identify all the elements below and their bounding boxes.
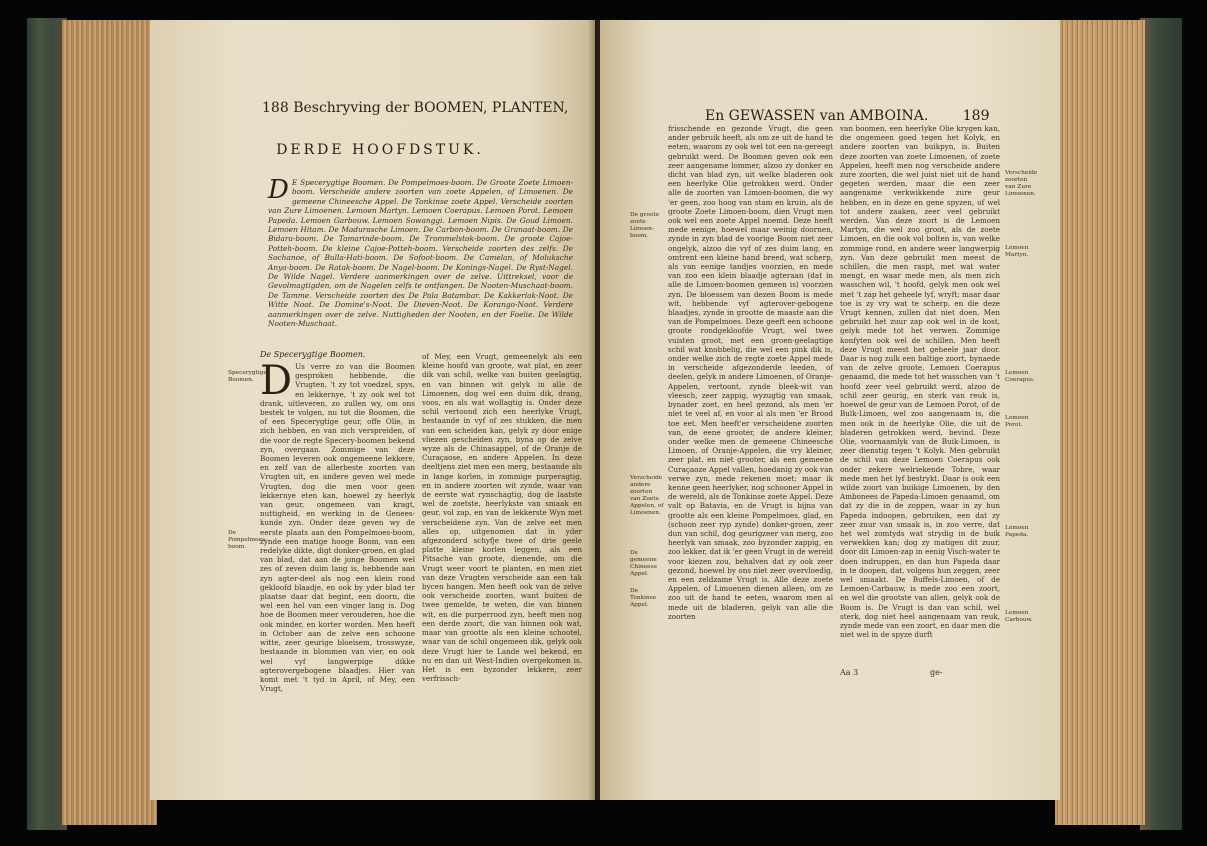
right-margin-note-1: De groote zoete Limoen-boom. bbox=[630, 212, 660, 239]
signature-mark: Aa 3 bbox=[840, 668, 859, 677]
right-margin-note-5: Verscheide zoorten van Zure Limoenen. bbox=[1005, 170, 1038, 197]
right-column-2: van boomen, een heerlyke Olie krygen kan, die ongemeen goed tegen het Kolyk, en andere zoorten van buikpyn, is. Buiten deze zoorten van zoete Limoenen, of zoete Appelen, heeft men nog verscheide andere zure zoorten, die wel juist niet uit de hand gegeten werden, maar die een zeer aangename verkwikkende zure geur hebben, en in deze en gene spyzen, of wel tot andere zaaken, zeer veel gebruikt werden. Van deze zoort is de Lemoen Martyn, die wel zoo groot, als de zoete Limoen, en die ook vol bolten is, van welke zommige rond, en andere weer langwerpig zyn. Van deze gebruikt men meest de schillen, die men raspt, met wat water mengt, en waar mede men, als men zich wasschen wil, 't hoofd, gelyk men ook wel met 't zap het geheele lyf, wryft; maar daar toe is zy vry wat te scherp, en die deze Vrugt kennen, zullen dat niet doen. Men gebruikt het zuur zap ook wel in de kost, gelyk mede tot het verwen. Zommige konfyten ook wel de schillen. Men heeft deze Vrugt meest het geheele jaar door. Daar is nog zulk een baltige zoort, bynaede van de zelve groote, Lemoen Coerapus genaamd, die mede tot het wasschen van 't hoofd zeer veel gebruikt werd, alzoo de schil zeer geurig, en sterk van reuk is, hoewel de geur van de Lemoen Porot, of de Bulk-Limoen, wel zoo aangenaam is, die men ook in de heerlyke Olie, die uit de bladeren getrokken werd, bevind. Deze Olie, voornaamlyk van de Buik-Limoen, is zeer dienstig tegen 't Kolyk. Men gebruikt de schil van deze Lemoen Coerapus ook onder zekere welriekende Tobre, waar mede men het lyf bestrykt. Daar is ook een wilde zoort van buikige Limoenen, by den Ambonees de Papeda-Limoen genaamd, om dat zy die in de zoppen, waar in zy hun Papeda indoopen, gebruiken, een dat zy zeer zuur van smaak is, in zoo verre, dat het wel zomtyds wat strydig in de buik verwekken kan; dog zy matigen dit zuur, door dit Limoen-zap in eenig Visch-water te doen indruppen, en dan hun Papeda daar in te doopen, dat, volgens hun zeggen, zeer wel smaakt. De Buffels-Limoen, of de Lemoen-Carbauw, is mede zoo een zoort, en wel die grootste van allen, gelyk ook de Boom is. De Vrugt is dan van schil, wel sterk, dog niet heel aangenaam van reuk, zynde mede van een zoort, en daar men die niet wel in de spyze durft bbox=[840, 124, 1000, 640]
left-margin-note-1: Specerygtige Boomen. bbox=[228, 370, 267, 383]
left-page bbox=[150, 20, 595, 800]
right-margin-note-3: De gemeene Chineese Appel. bbox=[630, 550, 658, 577]
right-page-edges bbox=[1055, 20, 1145, 825]
right-margin-note-8: Lemoen Porot. bbox=[1005, 415, 1029, 428]
left-page-edges bbox=[62, 20, 157, 825]
right-page-number: 189 bbox=[962, 108, 990, 124]
chapter-title: DERDE HOOFDSTUK. bbox=[276, 142, 484, 158]
left-column-1-text: Us verre zo van die Boomen gesproken hebbende, die Vrugten, 't zy tot voedzel, spys, en lekkernye, 't zy ook wel tot drank, uitleveren, zo zullen wy, om ons bestek te volgen, nu tot die Boomen, die of een Specerygtige geur, offe Olie, in zich hebben, en van zich verspreiden, of die voor de regte Specery-boomen bekend zyn, overgaan. Zommige van deze Boomen leveren ook ongemeene lekkere, en zelf van de allerbeste zoorten van Vrugten uit, en andere geven wel mede Vrugten, dog die men voor geen lekkernye eten kan, hoewel zy heerlyk van geur, ongemeen van kragt, nuttigheid, en werking in de Genees-kunde zyn. Onder deze geven wy de eerste plaats aan den Pompelmoes-boom, zynde een matige hooge Boom, van een redelyke dikte, digt donker-groen, en glad van blad, dat aan de jonge Boomen wel zes of zeven duim lang is, hebbende aan zyn agter-deel als nog een klein rond gekloofd blaadje, en ook by yder blad ter plaatse daar dat begint, een doorn, die wel een hel van een vinger lang is. Dog hoe de Boomen meer verouderen, hoe die ook minder, en korter worden. Men heeft in October aan de zelve een schoone witte, zeer geurige bloeisem, trosswyze, bestaande in blommen van vier, en ook wel vyf langwerpige dikke agterovergebogene blaadjes. Hier van komt met 't tyd in April, of Mey, een Vrugt, bbox=[260, 362, 415, 694]
catchword: ge- bbox=[930, 668, 943, 677]
right-margin-note-6: Lemoen Martyn. bbox=[1005, 245, 1029, 258]
right-margin-note-2: Verscheide andere zoorten van Zoete Appelen, of Limoenen. bbox=[630, 475, 664, 516]
left-margin-note-2: De Pompelmoes-boom. bbox=[228, 530, 267, 550]
right-margin-note-10: Lemoen Carbouw. bbox=[1005, 610, 1033, 623]
left-column-2: of Mey, een Vrugt, gemeenelyk als een kleine hoofd van groote, wat plat, en zeer dik van schil, welke van buiten geelagtig, en van binnen wit gelyk in alle de Limoenen, dog wel een duim dik, drang, voos, en als wat wollagtig is. Onder deze schil vertoond zich een heerlyke Vrugt, bestaande in vyf of zes stukken, die men van een scheiden kan, gelyk zy door enige vliezen gescheiden zyn, byna op de zelve wyze als de Chinasappel, of de Oranje de Curaçaose, en andere Appelen. In deze deeltjens ziet men een merg, bestaande als in lange korlen, in zommige purperagtig, en in andere zoorten wit zynde, waar van de eerste wat rynschagtig, dog de laatste wel de zoetste, heerlykste van smaak en geur, vol zap, en van de lekkerste Wyn met verscheidene zyn. Van de zelve eet men alles op, uitgenomen dat in yder afgezonderd schyfje twee of drie geele platte kleine korlen leggen, als een Pitsache van groote, dienende, om die Vrugt weer voort te planten, en men ziet van deze Vrugten verscheide aan een tak bycen hangen. Men heeft ook van de zelve ook verscheide zoorten, want buiten de twee gemelde, te weten, die van binnen wit, en die purperrood zyn, heeft men nog een derde zoort, die van binnen ook wat, maar van grootte als een kleine schootel, waar van de schil ongemeen dik, gelyk ook deze Vrugt hier te Lande wel bekend, en nu en dan uit West-Indien overgekomen is. Het is een byzonder lekkere, zeer verfrissch- bbox=[422, 352, 582, 684]
right-margin-note-9: Lemoen Papeda. bbox=[1005, 525, 1029, 538]
chapter-summary: D E Specerygtige Boomen. De Pompelmoes-boom. De Groote Zoete Limoen-boom. Verscheide andere zoorten van zoete Appelen, of Limoenen. De gemeene Chineesche Appel. De Tonkinse zoete Appel. Verscheide zoorten van Zure Limoenen. Lemoen Martyn. Lemoen Coerapus. Lemoen Porot. Lemoen Papeda. Lemoen Garbouw. Lemoen Sowanggi. Lemoen Nipis. De Goud Limoen. Lemoen Hitam. De Madurasche Limoen. De Carbon-boom. De Granaat-boom. De Bidara-boom. De Tamarinde-boom. De Trommelstok-boom. De groote Cajoe-Potteh-boom. De kleine Cajoe-Potteh-boom. Verscheide zoorten des zelfs. De Sochanoe, of Bulla-Hati-boom. De Sofoot-boom. De Camelan, of Moluksche Anya-boom. De Ratak-boom. De Nagel-boom. De Konings-Nagel. De Ryst-Nagel. De Wilde Nagel. Verdere aanmerkingen over de zelve. Uittreksel, voor de Gevolmagtigden, om de Nagelen zelfs te ontfangen. De Nooten-Muschaat-boom. De Tamme. Verscheide zoorten des De Pala Batambar. De Kakkerlak-Noot. De Witte Noot. De Domine's-Noot. De Dieven-Noot. De Korango-Noot. Verdere aanmerkingen over de zelve. Nuttigheden der Nooten, en der Foelie. De Wilde Nooten-Muschaat. bbox=[268, 175, 573, 329]
right-page bbox=[600, 20, 1060, 800]
right-column-1: frisschende en gezonde Vrugt, die geen ander gebruik heeft, als om ze uit de hand te eeten, waarom zy ook wel tot een na-gereegt gebruikt werd. De Boomen geven ook een zeer aangename lommer, alzoo zy donker en dicht van blad zyn, uit welke bladeren ook een heerlyke Olie getrokken werd. Onder alle de zoorten van Limoen-boomen, die wy 'er geen, zoo hoog van stam en kruin, als de groote Zoete Limoen-boom, dien Vrugt men ook wel een zoete Appel noemd. Deze heeft mede eenige, hoewel maar weinig doornen, zynde in zyn blad de voorige Boom niet zeer ongelyk, alzoo die vyf of zes duim lang, en omtrent een kleine hand breed, wat scherp, als van eenige tandjes voorzien, en mede van zoo een klein blaadje agteraan (dat in alle de Limoen-boomen gemeen is) voorzien zyn. De bloessem van dezen Boom is mede wit, hebbende vyf agterover-gebogene blaadjes, zynde in grootte de maaste aan die van de Pompelmoes. Deze geeft een schoone groote rondgekloofde Vrugt, wel twee vuisten groot, met een groen-geelagtige schil wat knobbelig, die wel een pink dik is, onder welke zich de regte zoete Appel mede in verscheide afgezonderde leeden, of deelen, gelyk in andere Limoenen, of Oranje-Appelen, vertoont, zynde bleek-wit van vleesch, zeer zappig, wyzugtig van smaak, bynader zoet, en heel gezond, als men 'er niet te veel af, en voor al als men 'er Brood toe eet. Men heeft'er verscheidene zoorten van, de eene grooter, de andere kleiner, onder welke men de gemeene Chineesche Limoen, of Oranje-Appelen, die vry kleiner, zeer plat, en niet grooter, als een gemeene Curaçaoze Appel vallen, hoedanig zy ook van verwe zyn, mede rekenen moet; maar ik kenne geen heerlyker, nog schooner Appel in de wereld, als de Tonkinse zoete Appel. Deze valt op Batavia, en de Vrugt is bijna van grootte als een kleine Pompelmoes, glad, en (schoon zeer ryp zynde) donker-groen, zeer dun van schil, dog geurigzeer van merg, zoo heerlyk van smaak, zoo byzonder zappig, en zoo lekker, dat ik 'er geen Vrugt in de wereld voor kiezen zou, behalven dat zy ook zeer gezond, hoewel by ons niet zeer overvloedig, en een zeldzame Vrugt is. Alle deze zoete Appelen, of Limoenen dienen alleen, om ze zoo uit de hand te eeten, waarom men al mede uit de bladeren, gelyk van alle die zoorten bbox=[668, 124, 833, 621]
left-column-1: D Us verre zo van die Boomen gesproken hebbende, die Vrugten, 't zy tot voedzel, spys, en lekkernye, 't zy ook wel tot drank, uitleveren, zo zullen wy, om ons bestek te volgen, nu tot die Boomen, die of een Specerygtige geur, offe Olie, in zich hebben, en van zich verspreiden, of die voor de regte Specery-boomen bekend zyn, overgaan. Zommige van deze Boomen leveren ook ongemeene lekkere, en zelf van de allerbeste zoorten van Vrugten uit, en andere geven wel mede Vrugten, dog die men voor geen lekkernye eten kan, hoewel zy heerlyk van geur, ongemeen van kragt, nuttigheid, en werking in de Genees-kunde zyn. Onder deze geven wy de eerste plaats aan den Pompelmoes-boom, zynde een matige hooge Boom, van een redelyke dikte, digt donker-groen, en glad van blad, dat aan de jonge Boomen wel zes of zeven duim lang is, hebbende aan zyn agter-deel als nog een klein rond gekloofd blaadje, en ook by yder blad ter plaatse daar dat begint, een doorn, die wel een hel van een vinger lang is. Dog hoe de Boomen meer verouderen, hoe die ook minder, en korter worden. Men heeft in October aan de zelve een schoone witte, zeer geurige bloeisem, trosswyze, bestaande in blommen van vier, en ook wel vyf langwerpige dikke agterovergebogene blaadjes. Hier van komt met 't tyd in April, of Mey, een Vrugt, bbox=[260, 358, 415, 694]
left-cover-edge bbox=[27, 18, 67, 830]
left-running-head-text: Beschryving der BOOMEN, PLANTEN, bbox=[293, 100, 569, 116]
right-margin-note-4: De Tonkinse Appel. bbox=[630, 588, 657, 608]
section-heading: De Specerygtige Boomen. bbox=[260, 350, 366, 359]
chapter-summary-text: E Specerygtige Boomen. De Pompelmoes-boom. De Groote Zoete Limoen-boom. Verscheide andere zoorten van zoete Appelen, of Limoenen. De gemeene Chineesche Appel. De Tonkinse zoete Appel. Verscheide zoorten van Zure Limoenen. Lemoen Martyn. Lemoen Coerapus. Lemoen Porot. Lemoen Papeda. Lemoen Garbouw. Lemoen Sowanggi. Lemoen Nipis. De Goud Limoen. Lemoen Hitam. De Madurasche Limoen. De Carbon-boom. De Granaat-boom. De Bidara-boom. De Tamarinde-boom. De Trommelstok-boom. De groote Cajoe-Potteh-boom. De kleine Cajoe-Potteh-boom. Verscheide zoorten des zelfs. De Sochanoe, of Bulla-Hati-boom. De Sofoot-boom. De Camelan, of Moluksche Anya-boom. De Ratak-boom. De Nagel-boom. De Konings-Nagel. De Ryst-Nagel. De Wilde Nagel. Verdere aanmerkingen over de zelve. Uittreksel, voor de Gevolmagtigden, om de Nagelen zelfs te ontfangen. De Nooten-Muschaat-boom. De Tamme. Verscheide zoorten des De Pala Batambar. De Kakkerlak-Noot. De Witte Noot. De Domine's-Noot. De Dieven-Noot. De Korango-Noot. Verdere aanmerkingen over de zelve. Nuttigheden der Nooten, en der Foelie. De Wilde Nooten-Muschaat. bbox=[268, 178, 573, 329]
right-margin-note-7: Lemoen Coerapus. bbox=[1005, 370, 1035, 383]
left-running-head bbox=[262, 100, 568, 116]
right-cover-edge bbox=[1140, 18, 1182, 830]
right-running-head bbox=[705, 108, 989, 124]
right-running-head-text: En GEWASSEN van AMBOINA. bbox=[705, 108, 929, 124]
left-page-number: 188 bbox=[262, 100, 289, 116]
